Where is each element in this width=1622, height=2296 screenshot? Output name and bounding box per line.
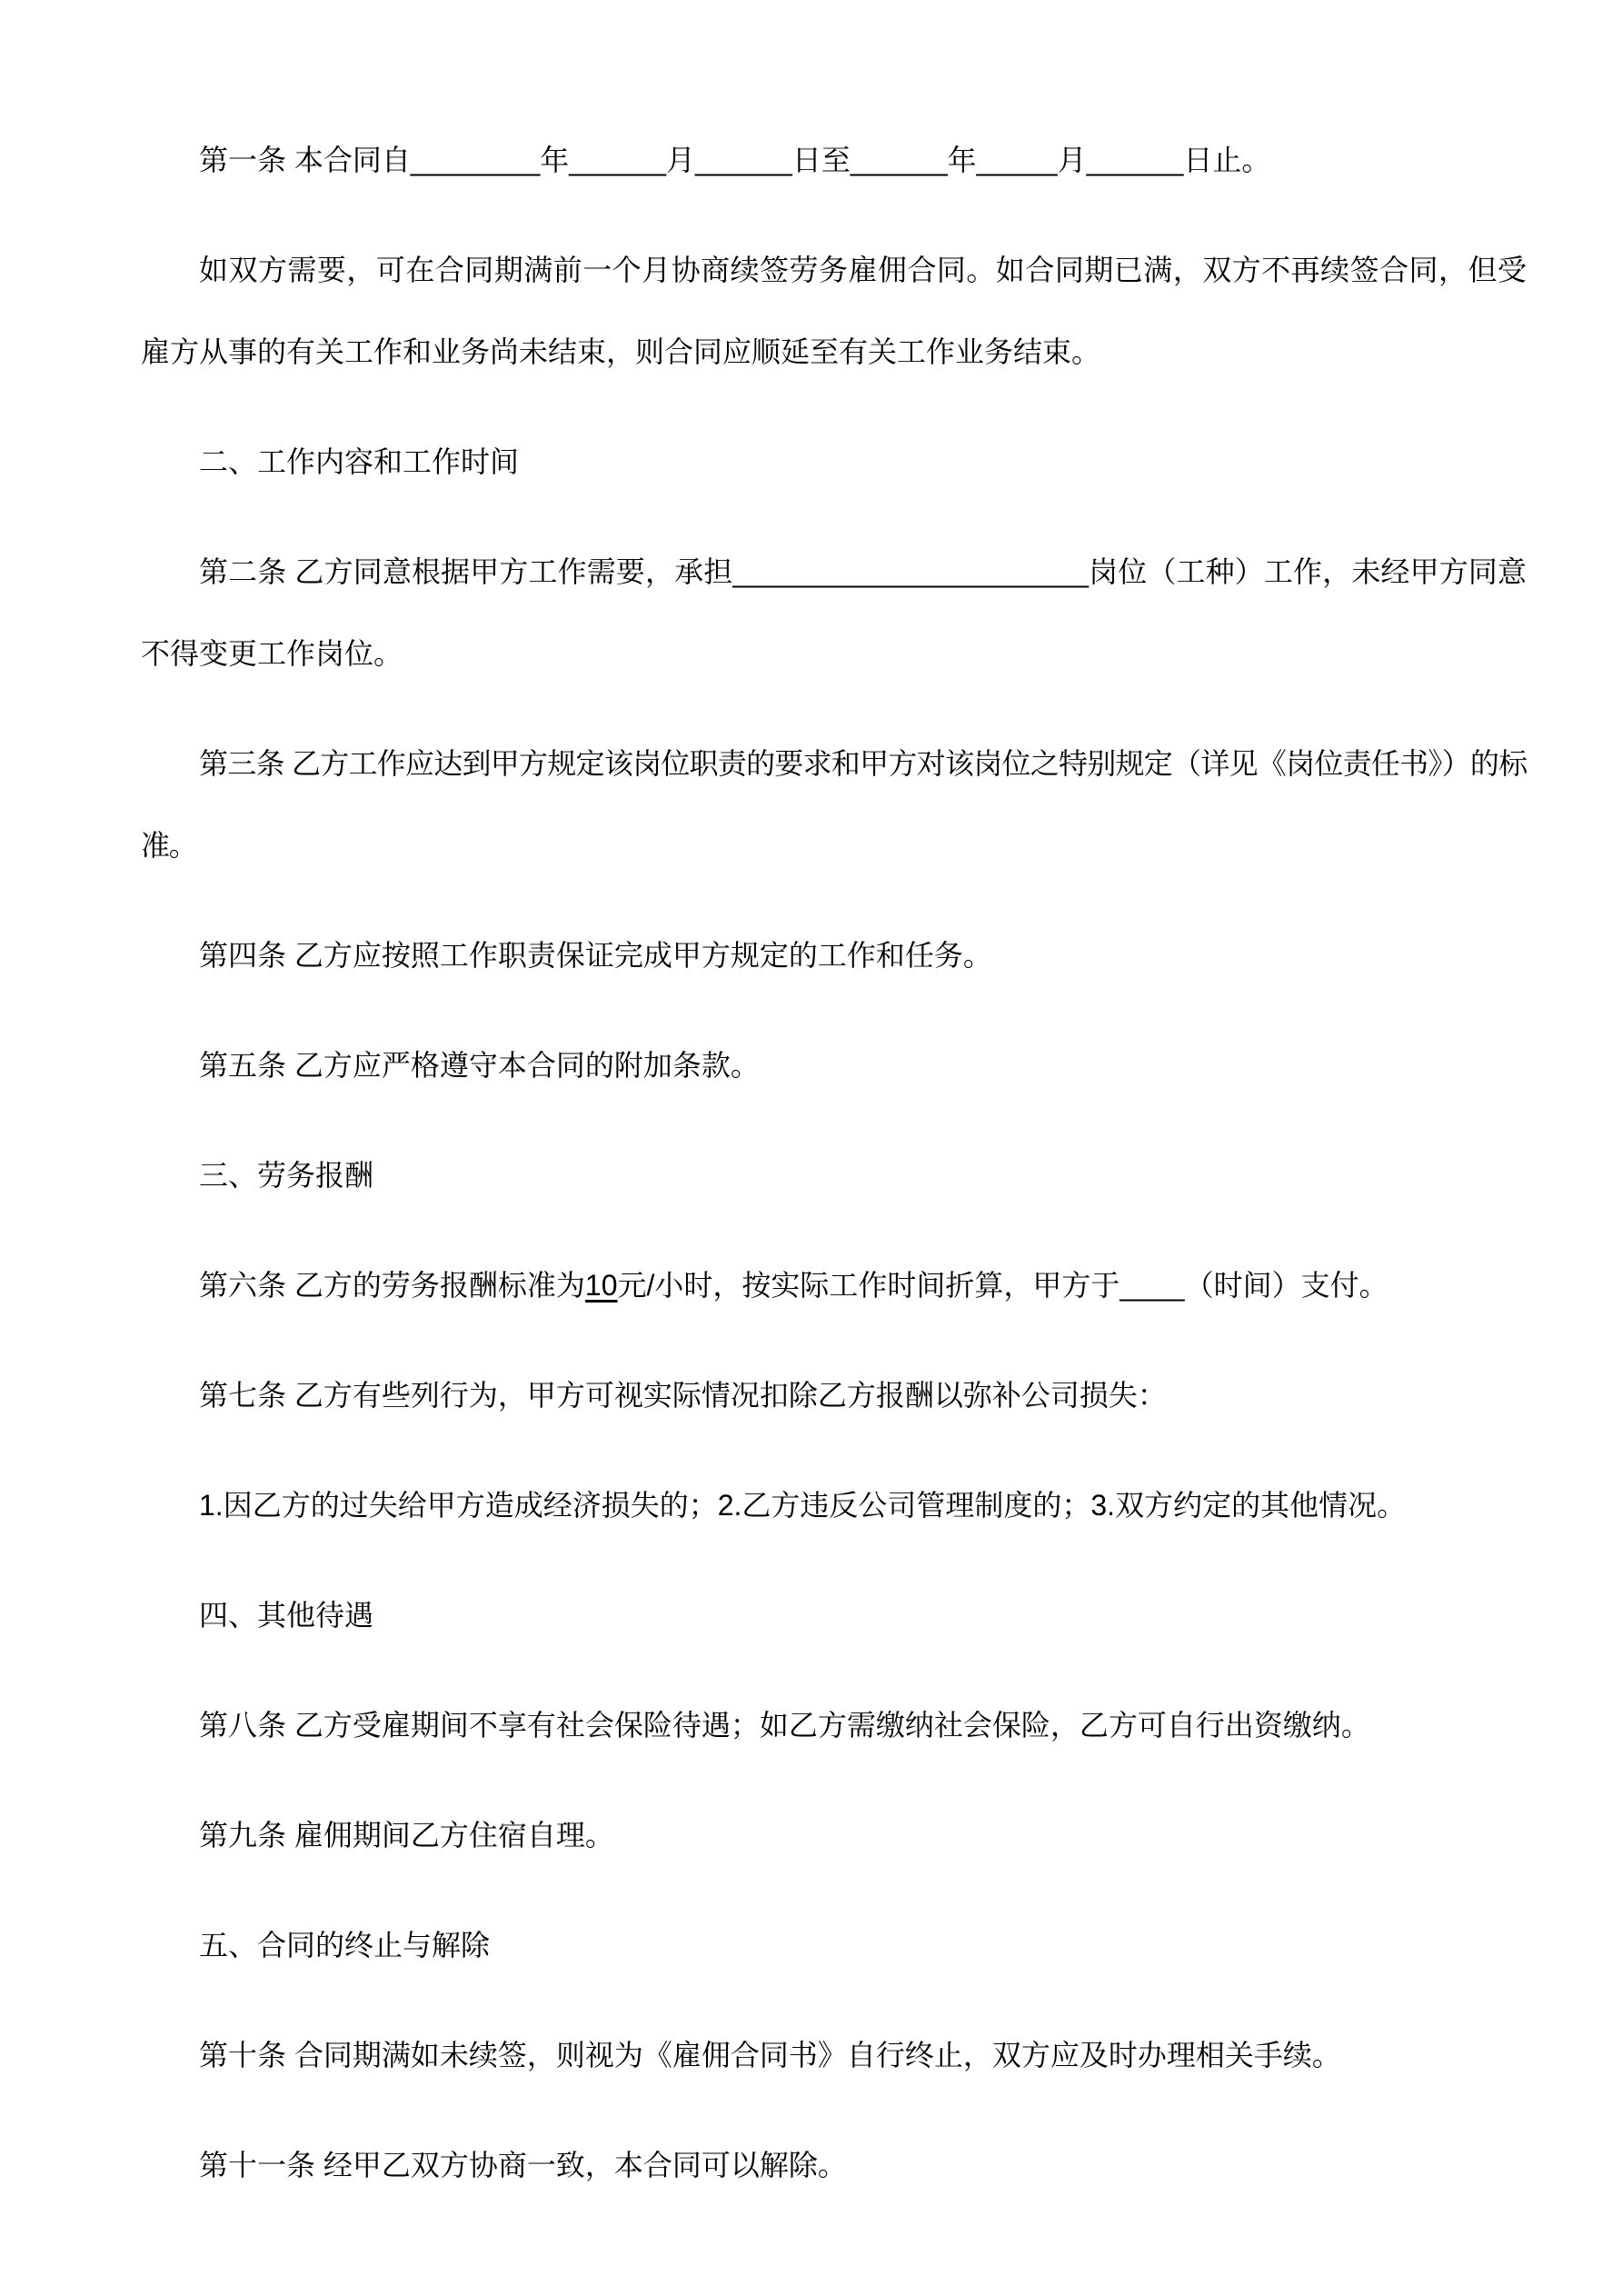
clause-4-tasks-text: 第四条 乙方应按照工作职责保证完成甲方规定的工作和任务。 [199, 939, 992, 972]
para-renewal-text: 如双方需要，可在合同期满前一个月协商续签劳务雇佣合同。如合同期已满，双方不再续签合同，但受雇方从事的有关工作和业务尚未结束，则合同应顺延至有关工作业务结束。 [141, 254, 1527, 368]
clause-1-term-text: 第一条 本合同自________年______月______日至______年_____月______日止。 [199, 144, 1271, 176]
clause-8-social-insurance-text: 第八条 乙方受雇期间不享有社会保险待遇；如乙方需缴纳社会保险，乙方可自行出资缴纳。 [199, 1709, 1370, 1742]
clause-8-social-insurance [141, 1684, 1527, 1766]
clause-7-deduction [141, 1354, 1527, 1436]
para-renewal [141, 229, 1527, 393]
section-5-heading [141, 1904, 1527, 1986]
contract-body [141, 119, 1527, 2206]
section-2-heading [141, 421, 1527, 503]
clause-7-items-text: 1.因乙方的过失给甲方造成经济损失的；2.乙方违反公司管理制度的；3.双方约定的其他情况。 [199, 1489, 1407, 1522]
section-4-heading [141, 1574, 1527, 1656]
clause-10-termination [141, 2014, 1527, 2096]
clause-7-items [141, 1464, 1527, 1546]
clause-5-additional-terms [141, 1024, 1527, 1106]
clause-9-lodging-text: 第九条 雇佣期间乙方住宿自理。 [199, 1819, 614, 1852]
clause-6-pay [141, 1244, 1527, 1326]
clause-1-term [141, 119, 1527, 201]
clause-6-pay-underlined-value: 10 [584, 1269, 618, 1302]
clause-6-pay-text: 第六条 乙方的劳务报酬标准为 [199, 1269, 585, 1302]
section-3-heading-text: 三、劳务报酬 [199, 1159, 374, 1192]
section-5-heading-text: 五、合同的终止与解除 [199, 1929, 491, 1962]
clause-11-mutual-rescind [141, 2124, 1527, 2206]
clause-3-duty-standard-text: 第三条 乙方工作应达到甲方规定该岗位职责的要求和甲方对该岗位之特别规定（详见《岗位责任书》）的标准。 [141, 747, 1527, 862]
clause-4-tasks [141, 914, 1527, 996]
clause-9-lodging [141, 1794, 1527, 1876]
section-4-heading-text: 四、其他待遇 [199, 1599, 374, 1632]
section-3-heading [141, 1134, 1527, 1216]
clause-6-pay-text: 元/小时，按实际工作时间折算，甲方于____（时间）支付。 [617, 1269, 1388, 1302]
clause-5-additional-terms-text: 第五条 乙方应严格遵守本合同的附加条款。 [199, 1049, 760, 1082]
clause-10-termination-text: 第十条 合同期满如未续签，则视为《雇佣合同书》自行终止，双方应及时办理相关手续。 [199, 2039, 1341, 2071]
clause-7-deduction-text: 第七条 乙方有些列行为，甲方可视实际情况扣除乙方报酬以弥补公司损失： [199, 1379, 1167, 1412]
clause-3-duty-standard [141, 723, 1527, 886]
clause-11-mutual-rescind-text: 第十一条 经甲乙双方协商一致，本合同可以解除。 [199, 2149, 847, 2181]
section-2-heading-text: 二、工作内容和工作时间 [199, 445, 520, 478]
clause-2-post [141, 531, 1527, 694]
clause-2-post-text: 第二条 乙方同意根据甲方工作需要，承担______________________岗位（工种）工作，未经甲方同意不得变更工作岗位。 [141, 555, 1527, 670]
